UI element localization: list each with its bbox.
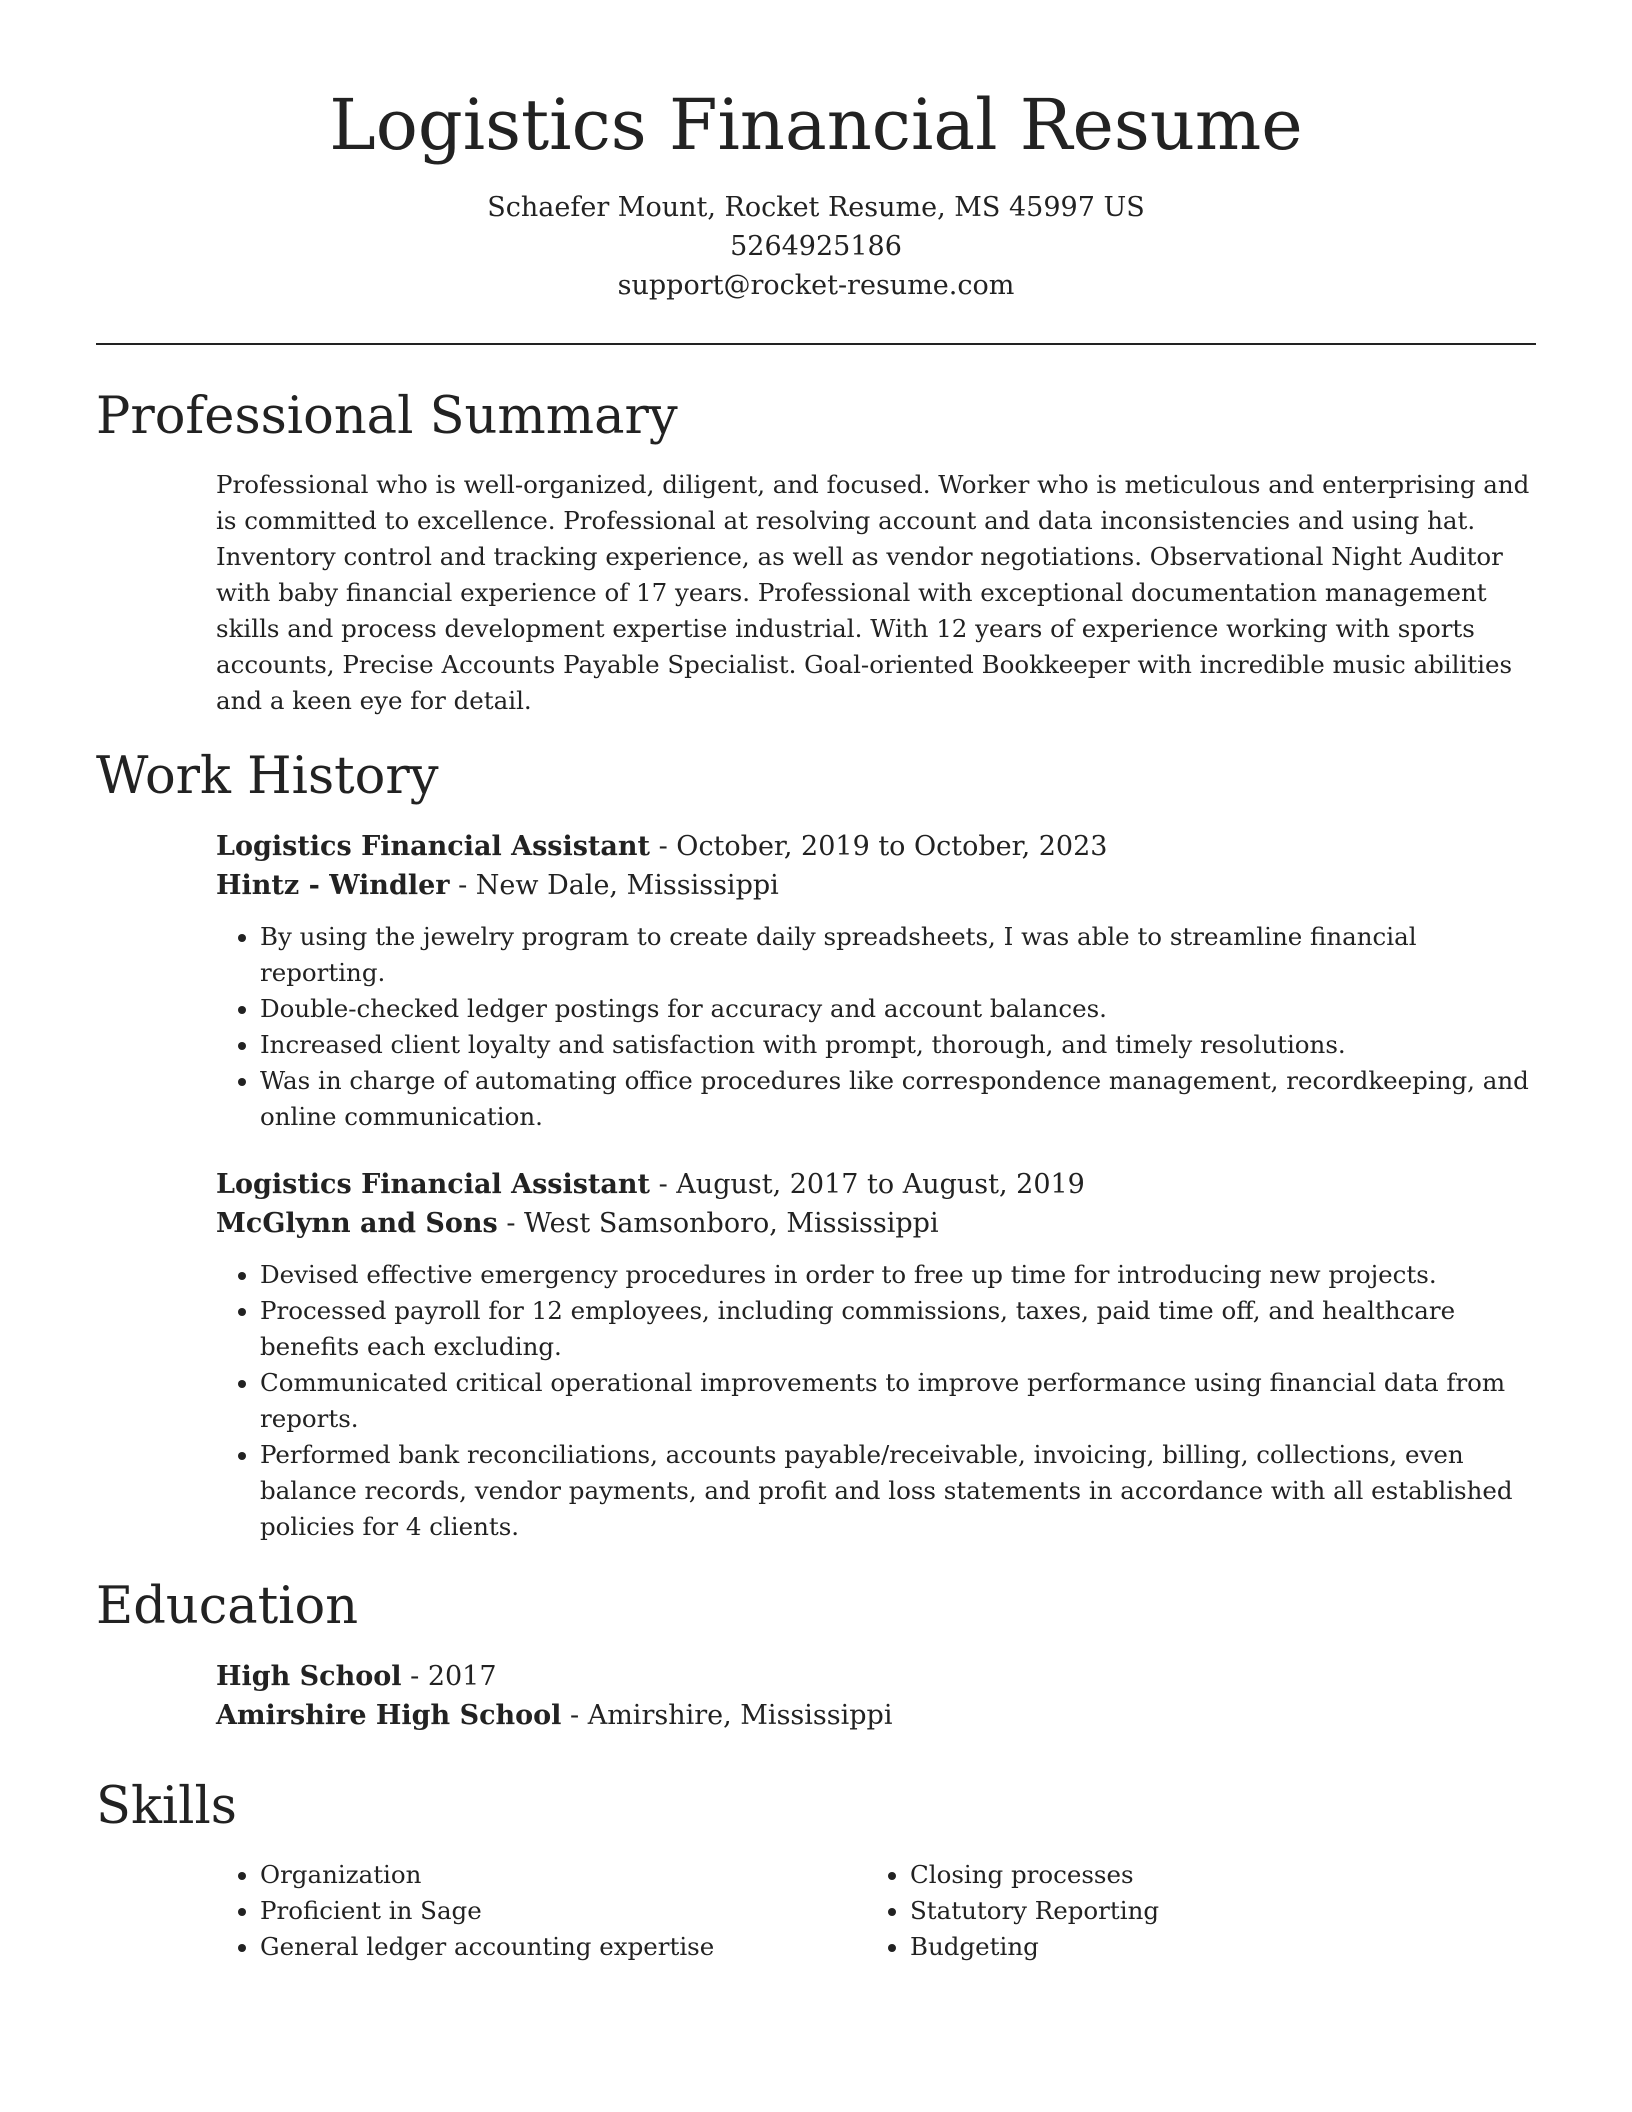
resume-header: [96, 80, 1536, 305]
job-title: Logistics Financial Assistant: [216, 831, 651, 862]
summary-text: Professional who is well-organized, diligent, and focused. Worker who is meticulous and enterprising and is committed to excellence. Professional at resolving account and data inconsistencies and using hat. Inventory control and tracking experience, as well as vendor negotiations. Observational Night Auditor with baby financial experience of 17 years. Professional with exceptional documentation management skills and process development expertise industrial. With 12 years of experience working with sports accounts, Precise Accounts Payable Specialist. Goal-oriented Bookkeeper with incredible music abilities and a keen eye for detail.: [216, 470, 1530, 715]
education-school: Amirshire High School: [216, 1700, 562, 1731]
education-degree-line: [216, 1657, 1536, 1696]
contact-email: support@rocket-resume.com: [617, 270, 1015, 301]
job-bullet: • Processed payroll for 12 employees, including commissions, taxes, paid time off, and healthcare benefits each excluding.: [260, 1293, 1536, 1365]
job-company-line: [216, 866, 1536, 905]
job-entry: [216, 827, 1536, 1135]
header-divider: [96, 343, 1536, 345]
job-bullet: • Double-checked ledger postings for accuracy and account balances.: [260, 991, 1536, 1027]
job-bullets: [216, 919, 1536, 1135]
job-location: - West Samsonboro, Mississippi: [497, 1208, 939, 1239]
contact-phone: 5264925186: [730, 231, 902, 262]
job-dates: - August, 2017 to August, 2019: [650, 1169, 1085, 1200]
job-company: McGlynn and Sons: [216, 1208, 498, 1239]
work-history-section: [96, 745, 1536, 1545]
skills-section: [96, 1775, 1536, 1965]
skill-item: • Organization: [260, 1857, 866, 1893]
job-company-line: [216, 1204, 1536, 1243]
skills-heading: Skills: [96, 1777, 237, 1836]
skills-right-list: [866, 1857, 1516, 1965]
education-section: [96, 1575, 1536, 1735]
job-bullet: • Increased client loyalty and satisfaction with prompt, thorough, and timely resolutions.: [260, 1027, 1536, 1063]
skill-item: • Statutory Reporting: [910, 1893, 1516, 1929]
summary-section: [96, 385, 1536, 719]
education-school-line: [216, 1696, 1536, 1735]
education-year: - 2017: [401, 1661, 497, 1692]
skills-columns: [216, 1857, 1536, 1965]
summary-heading: Professional Summary: [96, 387, 678, 446]
job-bullet: • Communicated critical operational improvements to improve performance using financial data from reports.: [260, 1365, 1536, 1437]
job-bullets: [216, 1257, 1536, 1545]
contact-address: Schaefer Mount, Rocket Resume, MS 45997 US: [487, 192, 1145, 223]
job-bullet: • By using the jewelry program to create daily spreadsheets, I was able to streamline financial reporting.: [260, 919, 1536, 991]
work-history-heading: Work History: [96, 747, 439, 806]
job-location: - New Dale, Mississippi: [449, 870, 779, 901]
job-dates: - October, 2019 to October, 2023: [650, 831, 1108, 862]
skill-item: • General ledger accounting expertise: [260, 1929, 866, 1965]
skill-item: • Proficient in Sage: [260, 1893, 866, 1929]
job-entry: [216, 1165, 1536, 1545]
skill-item: • Closing processes: [910, 1857, 1516, 1893]
resume-name: Logistics Financial Resume: [329, 84, 1303, 166]
education-degree: High School: [216, 1661, 402, 1692]
education-location: - Amirshire, Mississippi: [561, 1700, 893, 1731]
skills-left-list: [216, 1857, 866, 1965]
job-title-line: [216, 827, 1536, 866]
skill-item: • Budgeting: [910, 1929, 1516, 1965]
job-bullet: • Performed bank reconciliations, accounts payable/receivable, invoicing, billing, collections, even balance records, vendor payments, and profit and loss statements in accordance with all established policies for 4 clients.: [260, 1437, 1536, 1545]
job-company: Hintz - Windler: [216, 870, 450, 901]
job-bullet: • Devised effective emergency procedures in order to free up time for introducing new projects.: [260, 1257, 1536, 1293]
education-heading: Education: [96, 1577, 359, 1636]
job-title-line: [216, 1165, 1536, 1204]
job-title: Logistics Financial Assistant: [216, 1169, 651, 1200]
job-bullet: • Was in charge of automating office procedures like correspondence management, recordkeeping, and online communication.: [260, 1063, 1536, 1135]
